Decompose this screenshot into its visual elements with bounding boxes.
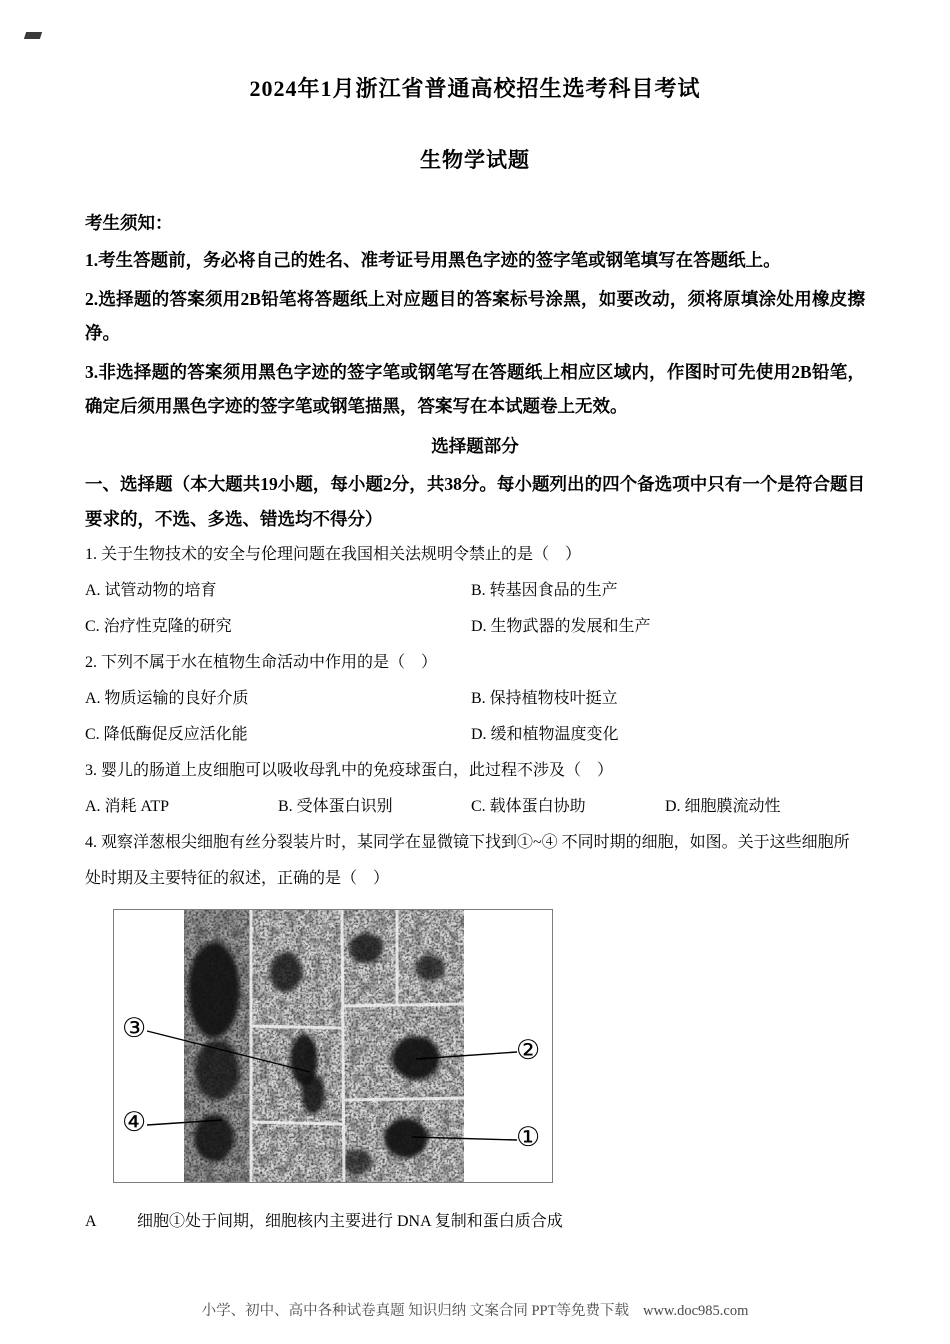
question-3 (85, 753, 865, 825)
option-d: D. 缓和植物温度变化 (471, 726, 619, 743)
option-c: C. 载体蛋白协助 (471, 798, 586, 815)
option-b: B. 保持植物枝叶挺立 (471, 690, 618, 707)
onion-root-micrograph (114, 910, 552, 1182)
corner-mark (24, 32, 42, 39)
question-stem: 2. 下列不属于水在植物生命活动中作用的是（ ） (85, 654, 438, 671)
question-2 (85, 645, 865, 753)
notice-heading: 考生须知： (85, 213, 173, 233)
figure-callout-label-1: ① (516, 1122, 541, 1153)
option-a: A. 试管动物的培育 (85, 582, 217, 599)
notice-item-3: 3.非选择题的答案须用黑色字迹的签字笔或钢笔写在答题纸上相应区域内，作图时可先使用2B铅笔，确定后须用黑色字迹的签字笔或钢笔描黑，答案写在本试题卷上无效。 (85, 362, 865, 416)
question-stem: 1. 关于生物技术的安全与伦理问题在我国相关法规明令禁止的是（ ） (85, 546, 582, 563)
option-a: A. 物质运输的良好介质 (85, 690, 249, 707)
page-subtitle: 生物学试题 (420, 148, 530, 172)
figure-callout-label-4: ④ (122, 1107, 147, 1138)
page-footer (0, 1300, 950, 1322)
question-stem: 3. 婴儿的肠道上皮细胞可以吸收母乳中的免疫球蛋白，此过程不涉及（ ） (85, 762, 614, 779)
option-b: B. 受体蛋白识别 (278, 798, 393, 815)
question4-choice-a (85, 1207, 865, 1237)
section-instructions: 一、选择题（本大题共19小题，每小题2分，共38分。每小题列出的四个备选项中只有一个是符合题目要求的，不选、多选、错选均不得分） (85, 474, 865, 529)
question4-figure (113, 909, 553, 1183)
option-c: C. 治疗性克隆的研究 (85, 618, 232, 635)
question-stem: 4. 观察洋葱根尖细胞有丝分裂装片时，某同学在显微镜下找到①~④ 不同时期的细胞，如图。关于这些细胞所处时期及主要特征的叙述，正确的是（ ） (85, 834, 850, 887)
question-1 (85, 537, 865, 645)
footer-text: 小学、初中、高中各种试卷真题 知识归纳 文案合同 PPT等免费下载 (201, 1303, 629, 1319)
question-4 (85, 825, 865, 897)
option-d: D. 生物武器的发展和生产 (471, 618, 651, 635)
footer-url-link[interactable]: www.doc985.com (642, 1303, 749, 1319)
notice-item-1: 1.考生答题前，务必将自己的姓名、准考证号用黑色字迹的签字笔或钢笔填写在答题纸上。 (85, 250, 781, 270)
notice-item-2: 2.选择题的答案须用2B铅笔将答题纸上对应题目的答案标号涂黑，如要改动，须将原填涂处用橡皮擦净。 (85, 289, 865, 343)
figure-callout-label-2: ② (516, 1035, 541, 1066)
figure-callout-label-3: ③ (122, 1013, 147, 1044)
option-a: A. 消耗 ATP (85, 798, 170, 815)
choice-a-label: A (85, 1213, 97, 1230)
choice-a-text: 细胞①处于间期，细胞核内主要进行 DNA 复制和蛋白质合成 (137, 1213, 563, 1230)
page-title: 2024年1月浙江省普通高校招生选考科目考试 (249, 76, 701, 101)
question-options (85, 573, 865, 645)
option-c: C. 降低酶促反应活化能 (85, 726, 248, 743)
question-options (85, 681, 865, 753)
option-b: B. 转基因食品的生产 (471, 582, 618, 599)
section-part-title: 选择题部分 (431, 436, 519, 456)
question-options (85, 789, 865, 825)
option-d: D. 细胞膜流动性 (665, 798, 781, 815)
